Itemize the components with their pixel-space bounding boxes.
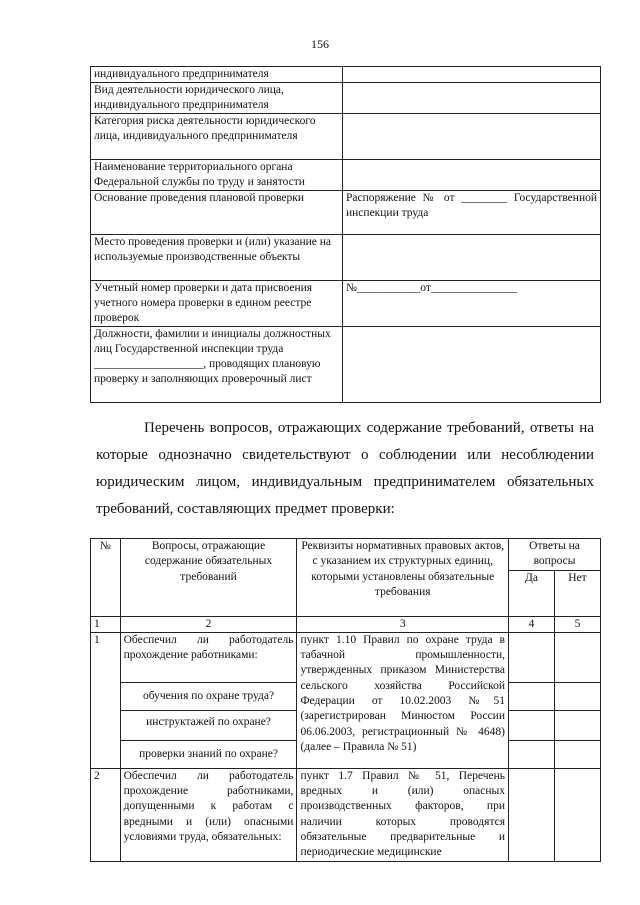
table-row: [91, 235, 601, 281]
row-number: 2: [91, 768, 121, 861]
answer-yes-cell[interactable]: [509, 768, 555, 861]
header-yes: Да: [509, 570, 555, 616]
info-label: Основание проведения плановой проверки: [91, 191, 343, 235]
answer-no-cell[interactable]: [554, 740, 600, 768]
questions-table: [90, 538, 601, 862]
info-label: индивидуального предпринимателя: [91, 67, 343, 83]
info-value: [343, 114, 601, 160]
table-row: [91, 114, 601, 160]
table-row: [91, 327, 601, 403]
question-cell: инструктажей по охране?: [120, 710, 297, 740]
table-row: [91, 281, 601, 327]
col-number: 4: [509, 616, 555, 632]
table-row: [91, 768, 601, 861]
header-question: Вопросы, отражающие содержание обязательных требований: [120, 539, 297, 617]
page-number: 156: [311, 37, 329, 51]
header-answers: Ответы на вопросы: [509, 539, 601, 571]
inspection-info-table: [90, 66, 601, 403]
table-row: [91, 160, 601, 191]
info-value: [343, 83, 601, 114]
answer-yes-cell[interactable]: [509, 740, 555, 768]
table-row: [91, 83, 601, 114]
col-number: 5: [554, 616, 600, 632]
info-label: Вид деятельности юридического лица, индивидуального предпринимателя: [91, 83, 343, 114]
info-value: Распоряжение № от ________ Государственной инспекции труда: [343, 191, 601, 235]
header-requisites: Реквизиты нормативных правовых актов, с указанием их структурных единиц, которыми установлены обязательные требования: [297, 539, 509, 617]
column-number-row: [91, 616, 601, 632]
question-cell: Обеспечил ли работодатель прохождение работниками, допущенными к работам с вредными и (или) опасными условиями труда, обязательных:: [120, 768, 297, 861]
col-number: 2: [120, 616, 297, 632]
answer-yes-cell[interactable]: [509, 682, 555, 710]
info-label: Наименование территориального органа Федеральной службы по труду и занятости: [91, 160, 343, 191]
row-number: 1: [91, 632, 121, 768]
table-row: [91, 191, 601, 235]
question-cell: обучения по охране труда?: [120, 682, 297, 710]
question-cell: Обеспечил ли работодатель прохождение работниками:: [120, 632, 297, 682]
col-number: 3: [297, 616, 509, 632]
answer-no-cell[interactable]: [554, 710, 600, 740]
info-label: Место проведения проверки и (или) указание на используемые производственные объекты: [91, 235, 343, 281]
table-row: [91, 632, 601, 682]
info-value: [343, 327, 601, 403]
col-number: 1: [91, 616, 121, 632]
answer-no-cell[interactable]: [554, 632, 600, 682]
answer-yes-cell[interactable]: [509, 632, 555, 682]
table-row: [91, 67, 601, 83]
header-no: Нет: [554, 570, 600, 616]
requisite-cell: пункт 1.10 Правил по охране труда в табачной промышленности, утвержденных приказом Министерства сельского хозяйства Российской Федерации от 10.02.2003 №51 (зарегистрирован Минюстом России 06.06.2003, регистрационный № 4648) (далее – Правила № 51): [297, 632, 509, 768]
info-value: №___________от_______________: [343, 281, 601, 327]
header-row: [91, 539, 601, 571]
answer-no-cell[interactable]: [554, 768, 600, 861]
info-value: [343, 235, 601, 281]
question-cell: проверки знаний по охране?: [120, 740, 297, 768]
intro-paragraph: Перечень вопросов, отражающих содержание требований, ответы на которые однозначно свидетельствуют о соблюдении или несоблюдении юридическим лицом, индивидуальным предпринимателем обязательных требований, составляющих предмет проверки:: [96, 420, 594, 517]
answer-yes-cell[interactable]: [509, 710, 555, 740]
header-num: №: [91, 539, 121, 617]
info-label: Категория риска деятельности юридического лица, индивидуального предпринимателя: [91, 114, 343, 160]
info-value: [343, 67, 601, 83]
info-label: Учетный номер проверки и дата присвоения учетного номера проверки в едином реестре проверок: [91, 281, 343, 327]
requisite-cell: пункт 1.7 Правил № 51, Перечень вредных и (или) опасных производственных факторов, при наличии которых проводятся обязательные предварительные и периодические медицинские: [297, 768, 509, 861]
answer-no-cell[interactable]: [554, 682, 600, 710]
info-label: Должности, фамилии и инициалы должностных лиц Государственной инспекции труда ___________________, проводящих плановую проверку и заполняющих проверочный лист: [91, 327, 343, 403]
info-value: [343, 160, 601, 191]
